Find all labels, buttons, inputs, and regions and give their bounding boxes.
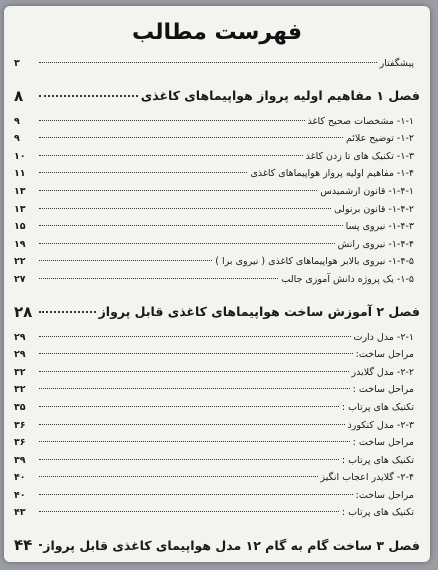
toc-entry-label: ۱-۴-۱- قانون ارشمیدس	[320, 185, 414, 197]
toc-page-number: ۲۹	[14, 331, 26, 343]
toc-entry-label: ۱-۲- توضیح علائم	[345, 133, 414, 145]
leader-dots	[39, 208, 331, 209]
toc-row	[14, 402, 420, 420]
toc-entry-label: ۲-۲- مدل گلایدر	[351, 366, 414, 378]
toc-row	[14, 367, 420, 385]
leader-dots	[39, 336, 351, 337]
toc-row	[14, 256, 420, 274]
leader-dots	[39, 225, 343, 226]
toc-page-number: ۳۹	[14, 454, 26, 466]
toc-entry-label: مراحل ساخت:	[355, 489, 414, 501]
toc-row	[14, 58, 420, 76]
leader-dots	[39, 260, 212, 261]
toc-row	[14, 349, 420, 367]
toc-page-number: ۲۹	[14, 349, 26, 361]
toc-entry-label: فصل ۳ ساخت گام به گام ۱۲ مدل هواپیمای کاغذی قابل پرواز	[43, 537, 420, 553]
toc-entry-label: ۱-۴-۳- نیروی پسا	[345, 221, 414, 233]
toc-row	[14, 455, 420, 473]
toc-entry-label: تکنیک های پرتاب :	[341, 401, 414, 413]
toc-page-number: ۱۵	[14, 221, 26, 233]
leader-dots	[39, 243, 335, 244]
toc-entry-label: پیشگفتار	[379, 58, 414, 69]
leader-dots	[39, 424, 345, 425]
leader-dots	[39, 476, 318, 477]
toc-entry-label: ۲-۱- مدل دارت	[353, 331, 414, 343]
toc-row	[14, 239, 420, 257]
leader-dots	[39, 278, 278, 279]
toc-entry-label: ۱-۴- مفاهیم اولیه پرواز هواپیماهای کاغذی	[250, 168, 414, 180]
toc-page-number: ۳۶	[14, 419, 26, 431]
toc-row	[14, 384, 420, 402]
leader-dots	[39, 155, 303, 156]
toc-entry-label: مراحل ساخت :	[352, 437, 414, 449]
toc-entry-label: مراحل ساخت:	[355, 349, 414, 361]
toc-page-number: ۴۰	[14, 472, 26, 484]
toc-page-number: ۱۹	[14, 238, 26, 250]
toc-row	[14, 133, 420, 151]
toc-row	[14, 168, 420, 186]
toc-row	[14, 151, 420, 169]
toc-row	[14, 332, 420, 350]
toc-row	[14, 420, 420, 438]
toc-entry-label: تکنیک های پرتاب :	[341, 454, 414, 466]
toc-row	[14, 221, 420, 239]
leader-dots	[39, 137, 343, 138]
toc-page-number: ۲۸	[14, 302, 33, 321]
toc-page-number: ۳	[14, 58, 20, 69]
leader-dots	[39, 311, 96, 313]
toc-page-number: ۳۲	[14, 384, 26, 396]
toc-page-number: ۳۵	[14, 401, 26, 413]
toc-page-number: ۱۳	[14, 185, 26, 197]
toc-row	[14, 490, 420, 508]
leader-dots	[39, 511, 339, 512]
toc-entry-label: ۱-۵- یک پروژه دانش آموزی جالب	[281, 273, 414, 285]
toc-entry-label: ۱-۴-۴- نیروی رانش	[337, 238, 414, 250]
leader-dots	[39, 353, 353, 354]
toc-page-number: ۹	[14, 133, 20, 145]
toc-row	[14, 437, 420, 455]
leader-dots	[39, 494, 353, 495]
toc-row	[14, 204, 420, 222]
toc-entry-label: ۱-۳- تکنیک های تا زدن کاغذ	[305, 150, 414, 162]
document-page	[4, 6, 430, 562]
toc-row	[14, 186, 420, 204]
toc-page-number: ۴۳	[14, 507, 26, 519]
leader-dots	[39, 388, 350, 389]
leader-dots	[39, 406, 339, 407]
toc-entry-label: تکنیک های پرتاب :	[341, 507, 414, 519]
toc-row	[14, 116, 420, 134]
leader-dots	[39, 459, 339, 460]
toc-row	[14, 274, 420, 292]
toc-row	[14, 472, 420, 490]
toc-page-number: ۴۰	[14, 489, 26, 501]
toc-entry-label: ۱-۴-۵- نیروی بالابر هواپیماهای کاغذی ( نیروی برا )	[215, 256, 414, 268]
leader-dots	[39, 441, 350, 442]
toc-page-number: ۱۰	[14, 150, 26, 162]
toc-chapter-row	[14, 531, 420, 559]
leader-dots	[39, 172, 247, 173]
toc-entry-label: فصل ۱ مفاهیم اولیه پرواز هواپیماهای کاغذی	[140, 88, 420, 104]
table-of-contents	[14, 58, 420, 559]
leader-dots	[39, 544, 40, 546]
toc-chapter-row	[14, 298, 420, 326]
leader-dots	[39, 371, 349, 372]
toc-entry-label: مراحل ساخت :	[352, 384, 414, 396]
toc-entry-label: ۲-۳- مدل کنکورد	[347, 419, 414, 431]
toc-page-number: ۴۴	[14, 536, 33, 555]
toc-row	[14, 507, 420, 525]
leader-dots	[39, 190, 317, 191]
toc-entry-label: فصل ۲ آموزش ساخت هواپیماهای کاغذی قابل پرواز	[98, 304, 420, 320]
toc-page-number: ۱۱	[14, 168, 26, 180]
toc-page-number: ۳۶	[14, 437, 26, 449]
toc-page-number: ۲۲	[14, 256, 26, 268]
toc-chapter-row	[14, 82, 420, 110]
leader-dots	[39, 120, 305, 121]
leader-dots	[39, 62, 377, 63]
page-title: فهرست مطالب	[131, 20, 303, 45]
leader-dots	[39, 95, 138, 97]
toc-page-number: ۹	[14, 115, 20, 127]
toc-page-number: ۳۲	[14, 366, 26, 378]
toc-entry-label: ۱-۱- مشخصات صحیح کاغذ	[307, 115, 414, 127]
toc-entry-label: ۲-۴- گلایدر اعجاب انگیز	[320, 472, 414, 484]
toc-page-number: ۱۳	[14, 203, 26, 215]
toc-page-number: ۲۷	[14, 273, 26, 285]
toc-page-number: ۸	[14, 86, 24, 105]
toc-entry-label: ۱-۴-۲- قانون برنولی	[334, 203, 414, 215]
